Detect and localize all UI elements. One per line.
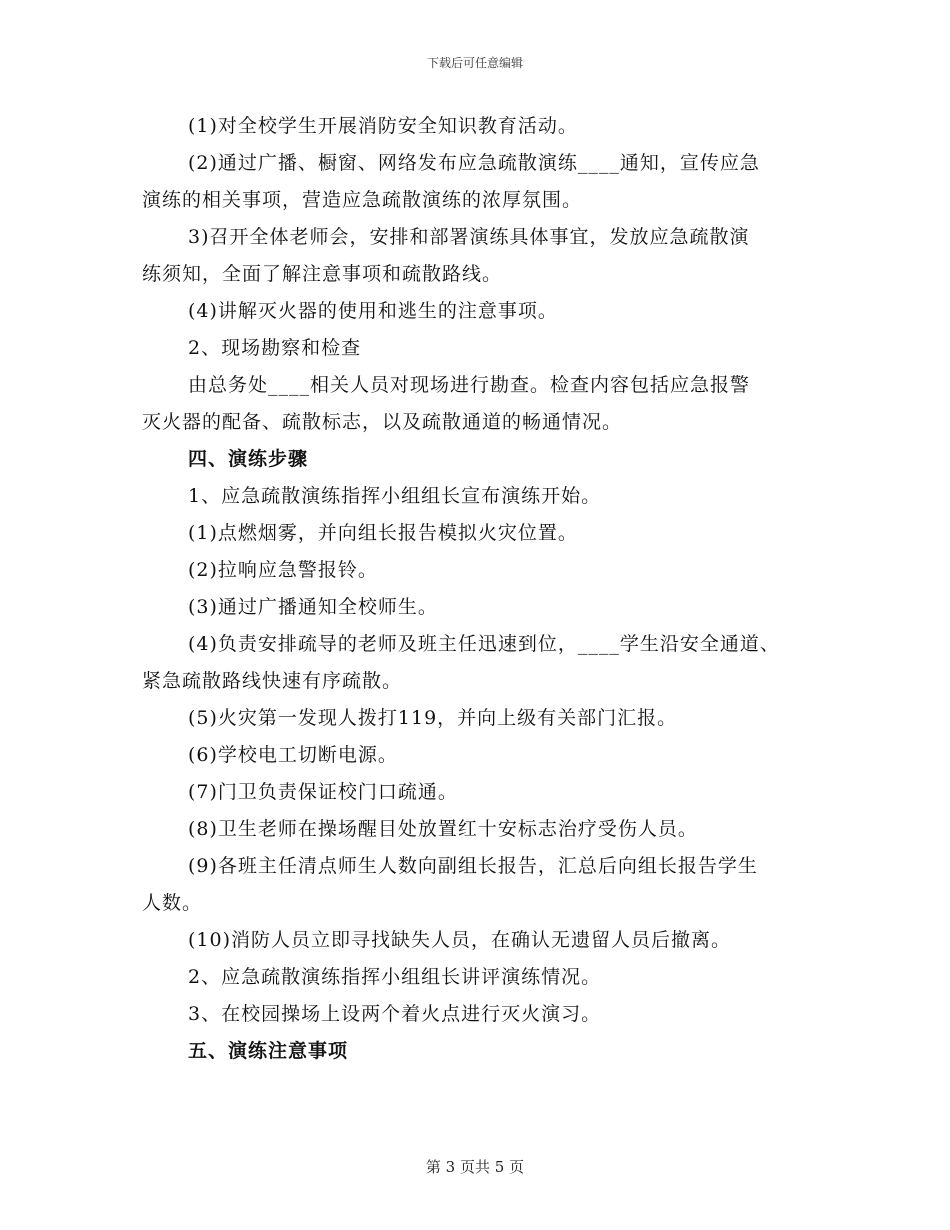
text-line: 练须知，全面了解注意事项和疏散路线。: [142, 263, 503, 285]
text-line: (6)学校电工切断电源。: [188, 744, 398, 766]
text-line: (4)负责安排疏导的老师及班主任迅速到位，____学生沿安全通道、: [188, 633, 780, 655]
text-line: (8)卫生老师在操场醒目处放置红十安标志治疗受伤人员。: [188, 818, 698, 840]
subheading: 3、在校园操场上设两个着火点进行灭火演习。: [188, 1003, 602, 1025]
subheading: 2、应急疏散演练指挥小组组长讲评演练情况。: [188, 966, 602, 988]
text-line: (5)火灾第一发现人拨打119，并向上级有关部门汇报。: [188, 707, 678, 729]
text-line: (3)通过广播通知全校师生。: [188, 596, 438, 618]
text-line: (7)门卫负责保证校门口疏通。: [188, 781, 458, 803]
section-heading: 五、演练注意事项: [188, 1040, 349, 1062]
text-line: (1)点燃烟雾，并向组长报告模拟火灾位置。: [188, 522, 578, 544]
section-heading: 四、演练步骤: [188, 448, 309, 470]
text-line: 紧急疏散路线快速有序疏散。: [142, 670, 403, 692]
text-line: (10)消防人员立即寻找缺失人员，在确认无遗留人员后撤离。: [188, 929, 732, 951]
text-line: (4)讲解灭火器的使用和逃生的注意事项。: [188, 300, 558, 322]
subheading: 2、现场勘察和检查: [188, 337, 362, 359]
text-line: (1)对全校学生开展消防安全知识教育活动。: [188, 115, 578, 137]
text-line: 灭火器的配备、疏散标志，以及疏散通道的畅通情况。: [142, 411, 623, 433]
page-footer: 第 3 页共 5 页: [425, 1158, 525, 1176]
text-line: 3)召开全体老师会，安排和部署演练具体事宜，发放应急疏散演: [188, 226, 750, 248]
text-line: (2)通过广播、橱窗、网络发布应急疏散演练____通知，宣传应急: [188, 152, 760, 174]
text-line: (9)各班主任清点师生人数向副组长报告，汇总后向组长报告学生: [188, 855, 758, 877]
document-body: [142, 108, 832, 1070]
text-line: 人数。: [142, 892, 203, 914]
text-line: (2)拉响应急警报铃。: [188, 559, 378, 581]
text-line: 由总务处____相关人员对现场进行勘查。检查内容包括应急报警: [188, 374, 751, 396]
subheading: 1、应急疏散演练指挥小组组长宣布演练开始。: [188, 485, 602, 507]
page-header: 下载后可任意编辑: [426, 56, 523, 70]
text-line: 演练的相关事项，营造应急疏散演练的浓厚氛围。: [142, 189, 583, 211]
